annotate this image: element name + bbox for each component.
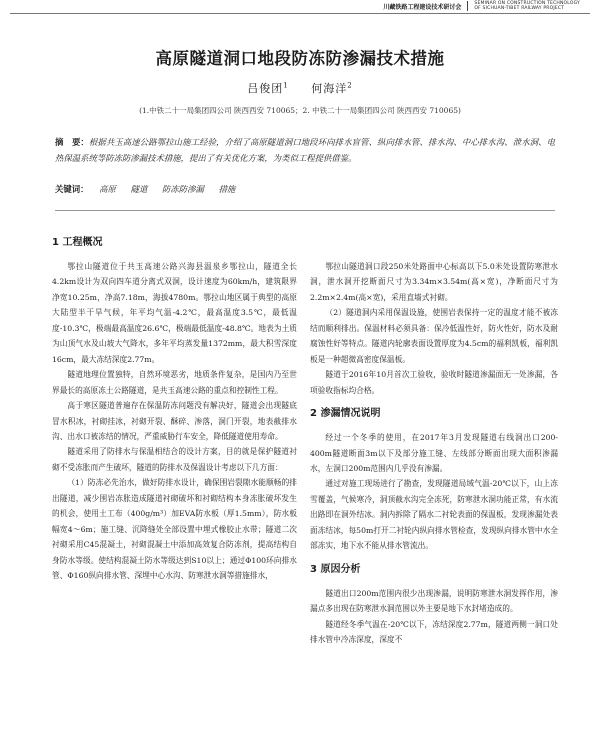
abstract-label: 摘 要： xyxy=(55,137,89,147)
body-paragraph: 鄂拉山隧道洞口段250米处路面中心标高以下5.0米处设置防寒泄水洞，泄水洞开挖断面尺寸为3.34m×3.54m(高×宽)，净断面尺寸为2.2m×2.4m(高×宽)，采用直墙式衬砌。 xyxy=(310,262,558,302)
author-1-affil-mark: 1 xyxy=(283,81,289,90)
author-1: 吕俊团 xyxy=(247,82,284,95)
body-paragraph: （2）隧道洞内采用保温设施，使围岩表保持一定的温度才能不被冻结而顺利排出。保温材料必须具备：保冷低温性好，防火性好，防水及耐腐蚀性好等特点。隧道内轮廓表面设置厚度为4.5cm的福利凯板，福利凯板是一种超微高密度保温板。 xyxy=(310,308,558,364)
keyword: 高原 xyxy=(99,184,116,194)
body-paragraph: 隧道于2016年10月首次工验收，验收时隧道渗漏面无一处渗漏，各项验收指标均合格。 xyxy=(310,370,558,395)
abstract xyxy=(55,135,555,166)
affiliations: (1.中铁二十一局集团四公司 陕西西安 710065；2. 中铁二十一局集团四公司 陕西西安 710065) xyxy=(139,106,461,115)
article-title: 高原隧道洞口地段防冻防渗漏技术措施 xyxy=(155,49,445,68)
right-column xyxy=(310,259,558,648)
abstract-text: 根据共玉高速公路鄂拉山施工经验，介绍了高原隧道洞口地段环向排水盲管、纵向排水管、排水沟、中心排水沟、泄水洞、电热保温系统等防冻防渗漏技术措施，提出了有关优化方案，为类似工程提供借鉴。 xyxy=(55,137,555,163)
author-2-affil-mark: 2 xyxy=(347,81,353,90)
body-paragraph: 高于寒区隧道普遍存在保温防冻问题没有解决好，隧道会出现隧底冒水积冰，衬砌挂冰，衬砌开裂、酥碎、渗落，洞门开裂，地表截排水沟、出水口被冻结的情况，严重威胁行车安全，降低隧道使用寿命。 xyxy=(52,401,297,441)
author-2: 何海洋 xyxy=(311,82,348,95)
authors-line xyxy=(0,80,600,96)
body-paragraph: 隧道经冬季气温在-20℃以下，冻结深度2.77m，隧道两侧一洞口处排水管中冷冻深度，深度不 xyxy=(310,619,558,645)
section-heading-1: 1 工程概况 xyxy=(52,237,103,248)
body-paragraph: 通过对施工现场进行了勘查，发现隧道局域气温-20℃以下，山上冻雪覆盖，气候寒冷，洞顶截水沟完全冻死，防寒泄水洞功能正常，有水流出路即在洞外结冰。洞内拆除了隔水二衬轮表面的保温板，发现渗漏处表面冻结冰，每50m打开二衬轮内纵向排水管检查，发现纵向排水管中水全部冻实，地下水不能从排水管流出。 xyxy=(310,479,558,551)
journal-name-cn: 川藏铁路工程建设技术研讨会 xyxy=(383,3,462,11)
journal-name-en-line2: OF SICHUAN-TIBET RAILWAY PROJECT xyxy=(474,6,565,11)
keyword: 措施 xyxy=(218,184,236,194)
left-column xyxy=(52,236,297,584)
body-paragraph: 隧道地理位置独特，自然环境恶劣，地质条件复杂，是国内乃至世界最长的高原冻土公路隧道，是共玉高速公路的重点和控制性工程。 xyxy=(52,370,297,395)
section-heading-2: 2 渗漏情况说明 xyxy=(310,408,381,420)
keywords-label: 关键词： xyxy=(55,184,89,194)
section-heading-3: 3 原因分析 xyxy=(310,563,361,575)
section-spacer xyxy=(310,398,558,407)
abstract-divider xyxy=(55,210,555,211)
body-paragraph: 隧道采用了防排水与保温相结合的设计方案，目的就是保护隧道衬砌不受冻胀而产生破坏，隧道的防排水及保温设计考虑以下几方面： xyxy=(52,447,297,472)
keyword: 隧道 xyxy=(130,184,148,194)
body-paragraph: （1）防冻必先治水，做好防排水设计，确保围岩裂隙水能顺畅的排出隧道，减少围岩冻胀造成隧道衬砌破坏和衬砌结构本身冻胀破坏发生的机会，使用土工布（400g/m³）加EVA防水板（厚1.5mm），防水板幅宽4～6m；施工缝、沉降缝处全部设置中埋式橡胶止水带；隧道二次衬砌采用C45混凝土，衬砌混凝土中添加高效复合防冻剂，提高结构自身防水等级。使结构混凝土防水等级达到S10以上；通过Φ100环向排水管、Φ160纵向排水管、深埋中心水沟、防寒泄水洞等措施排水， xyxy=(52,478,297,581)
header-rule xyxy=(10,13,590,14)
body-paragraph: 隧道出口200m范围内很少出现渗漏，说明防寒泄水洞发挥作用，渗漏点多出现在防寒泄水洞范围以外主要是地下水封堵造成的。 xyxy=(310,588,558,614)
journal-name-en xyxy=(474,1,580,11)
masthead-divider xyxy=(467,1,468,11)
keywords xyxy=(55,183,555,195)
body-paragraph: 鄂拉山隧道位于共玉高速公路兴海县温泉乡鄂拉山，隧道全长4.2km设计为双向四车道分离式双洞，设计速度为60km/h，建筑限界净宽10.25m，净高7.18m，海拔4780m。鄂拉山地区属于典型的高原大陆型半干旱气候，年平均气温-4.2℃，最高温度3.5℃，最低温度-10.3℃，极端最高温度26.6℃，极端最低温度-48.8℃。地表为土质为山顶气水及山坡大气降水，多年平均蒸发量1372mm，最大积雪深度16cm，最大冻结深度2.77m。 xyxy=(52,262,297,364)
keyword: 防冻防渗漏 xyxy=(162,184,204,194)
body-paragraph: 经过一个冬季的使用，在2017年3月发现隧道右线洞出口200-400m隧道断面3m以下及部分施工缝、左线部分断面出现大面积渗漏水，左洞口200m范围内几乎没有渗漏。 xyxy=(310,433,558,473)
section-spacer xyxy=(310,554,558,563)
journal-masthead xyxy=(320,0,600,12)
journal-name-en-line1: SEMINAR ON CONSTRUCTION TECHNOLOGY xyxy=(474,1,580,6)
